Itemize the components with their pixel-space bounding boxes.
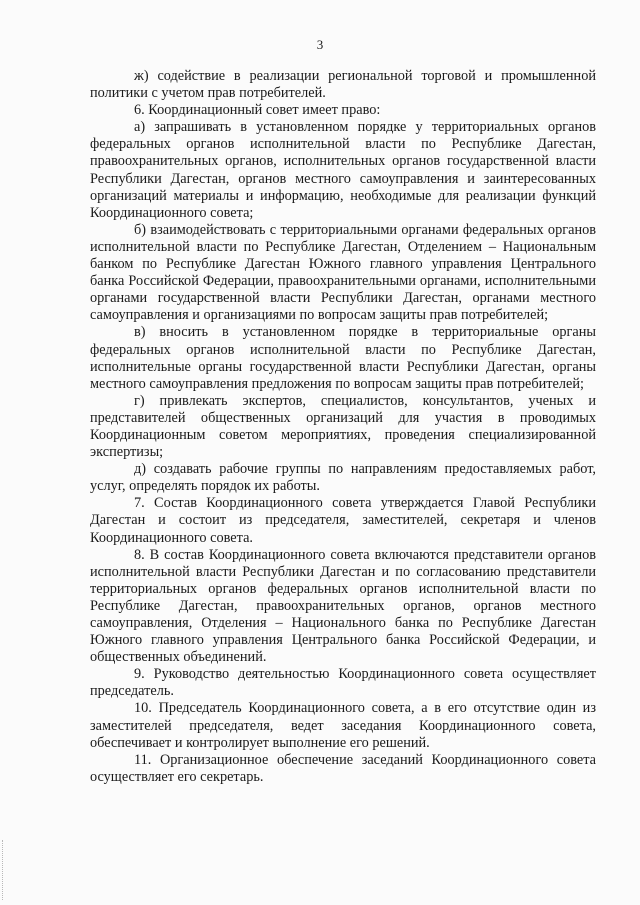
paragraph-8: 8. В состав Координационного совета включаются представители органов исполнительной власти Республики Дагестан и по согласованию представители территориальных органов федеральных органов исполнительной власти по Республике Дагестан, правоохранительных органов, органов местного самоуправления, Отделения – Национального банка по Республике Дагестан Южного главного управления Центрального банка Российской Федерации, и общественных объединений. [90,546,596,666]
scan-margin-marks [2,840,7,900]
page-number: 3 [316,37,324,52]
paragraph-6d: д) создавать рабочие группы по направлениям предоставляемых работ, услуг, определять порядок их работы. [90,461,596,495]
paragraph-9: 9. Руководство деятельностью Координационного совета осуществляет председатель. [90,666,596,700]
paragraph-6b: б) взаимодействовать с территориальными органами федеральных органов исполнительной власти по Республике Дагестан, Отделением – Национальным банком по Республике Дагестан Южного главного управления Центрального банка Российской Федерации, правоохранительными органами, исполнительными органами государственной власти Республики Дагестан, органами местного самоуправления и организациями по вопросам защиты прав потребителей; [90,221,596,324]
paragraph-11: 11. Организационное обеспечение заседаний Координационного совета осуществляет его секретарь. [90,751,596,785]
paragraph-zh: ж) содействие в реализации региональной торговой и промышленной политики с учетом прав потребителей. [90,68,596,102]
paragraph-6: 6. Координационный совет имеет право: [134,102,381,119]
paragraph-10: 10. Председатель Координационного совета, а в его отсутствие один из заместителей председателя, ведет заседания Координационного совета, обеспечивает и контролирует выполнение его решений. [90,700,596,751]
paragraph-7: 7. Состав Координационного совета утверждается Главой Республики Дагестан и состоит из председателя, заместителей, секретаря и членов Координационного совета. [90,495,596,546]
paragraph-6g: г) привлекать экспертов, специалистов, консультантов, ученых и представителей общественных организаций для участия в проводимых Координационным советом мероприятиях, проведения специализированной экспертизы; [90,392,596,461]
document-body [90,68,596,786]
paragraph-6a: а) запрашивать в установленном порядке у территориальных органов федеральных органов исполнительной власти по Республике Дагестан, правоохранительных органов, исполнительных органов государственной власти Республики Дагестан, органов местного самоуправления и заинтересованных организаций материалы и информацию, необходимые для реализации функций Координационного совета; [90,119,596,221]
paragraph-6v: в) вносить в установленном порядке в территориальные органы федеральных органов исполнительной власти по Республике Дагестан, исполнительные органы государственной власти Республики Дагестан, органы местного самоуправления предложения по вопросам защиты прав потребителей; [90,324,596,392]
